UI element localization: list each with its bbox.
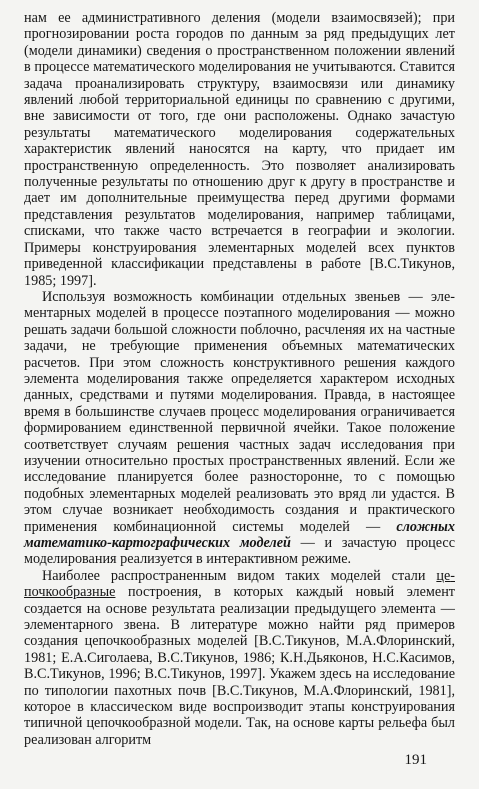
paragraph-3-underlined-term: цепочкообразные xyxy=(24,567,455,601)
paragraph-1 xyxy=(24,10,455,289)
paragraph-2-text-start: Используя возможность комбинации отдельных звеньев — элементарных моделей в процессе поэтапного моделирования — можно решать задачи большой сложности поблочно, расчленяя их на частные задачи, не требующие применения объемных математических расчетов. При этом сложность конструктивного решения каждого элемента моделирования также определяется характером исходных данных, средствами и путями моделирования. Правда, в настоящее время в большинстве случаев процесс моделирования ограничивается формированием единственной первичной ячейки. Такое положение соответствует случаям решения частных задач исследования при изучении относительно простых пространственных явлений. Если же исследование планируется более разносторонне, то с помощью подобных элементарных моделей реализовать это вряд ли удастся. В этом случае возникает необходимость создания и практического применения комбинационной системы моделей — xyxy=(24,288,455,535)
paragraph-1-text: нам ее административного деления (модели взаимосвязей); при прогнозировании роста городов по данным за ряд предыдущих лет (модели динамики) сведения о пространственном положении явлений в процессе математического моделирования не учитываются. Ставится задача проанализировать структуру, взаимосвязи или динамику явлений любой территориальной единицы по сравнению с другими, вне зависимости от того, где они расположены. Однако зачастую результаты математического моделирования содержательных характеристик явлений наносятся на карту, что придает им пространственную определенность. Это позволяет анализировать полученные результаты по отношению друг к другу в пространстве и дает им дополнительные преимущества перед другими формами представления результатов моделирования, например таблицами, списками, что также часто встречается в географии и экологии. Примеры конструирования элементарных моделей всех пунктов приведенной классификации представлены в работе [В.С.Тикунов, 1985; 1997]. xyxy=(24,10,455,289)
paragraph-2-emphasis: сложных математико-картографических моделей xyxy=(24,518,455,551)
paragraph-3 xyxy=(24,568,455,748)
page-number: 191 xyxy=(404,752,427,768)
paragraph-2-text-end: — и зачастую процесс моделирования реализуется в интерактивном режиме. xyxy=(24,535,455,568)
paragraph-2 xyxy=(24,289,455,568)
paragraph-3-text-start: Наиболее распространенным видом таких моделей стали xyxy=(42,567,437,584)
paragraph-3-text-end: построения, в которых каждый новый элемент создается на основе результата реализации предыдущего элемента — элементарного звена. В литературе можно найти ряд примеров создания цепочкообразных моделей [В.С.Тикунов, М.А.Флоринский, 1981; Е.А.Сиголаева, В.С.Тикунов, 1986; К.Н.Дьяконов, Н.С.Касимов, В.С.Тикунов, 1996; В.С.Тикунов, 1997]. Укажем здесь на исследование по типологии пахотных почв [В.С.Тикунов, М.А.Флоринский, 1981], которое в классическом виде воспроизводит этапы конструирования типичной цепочкообразной модели. Так, на основе карты рельефа был реализован алгоритм xyxy=(24,584,455,748)
